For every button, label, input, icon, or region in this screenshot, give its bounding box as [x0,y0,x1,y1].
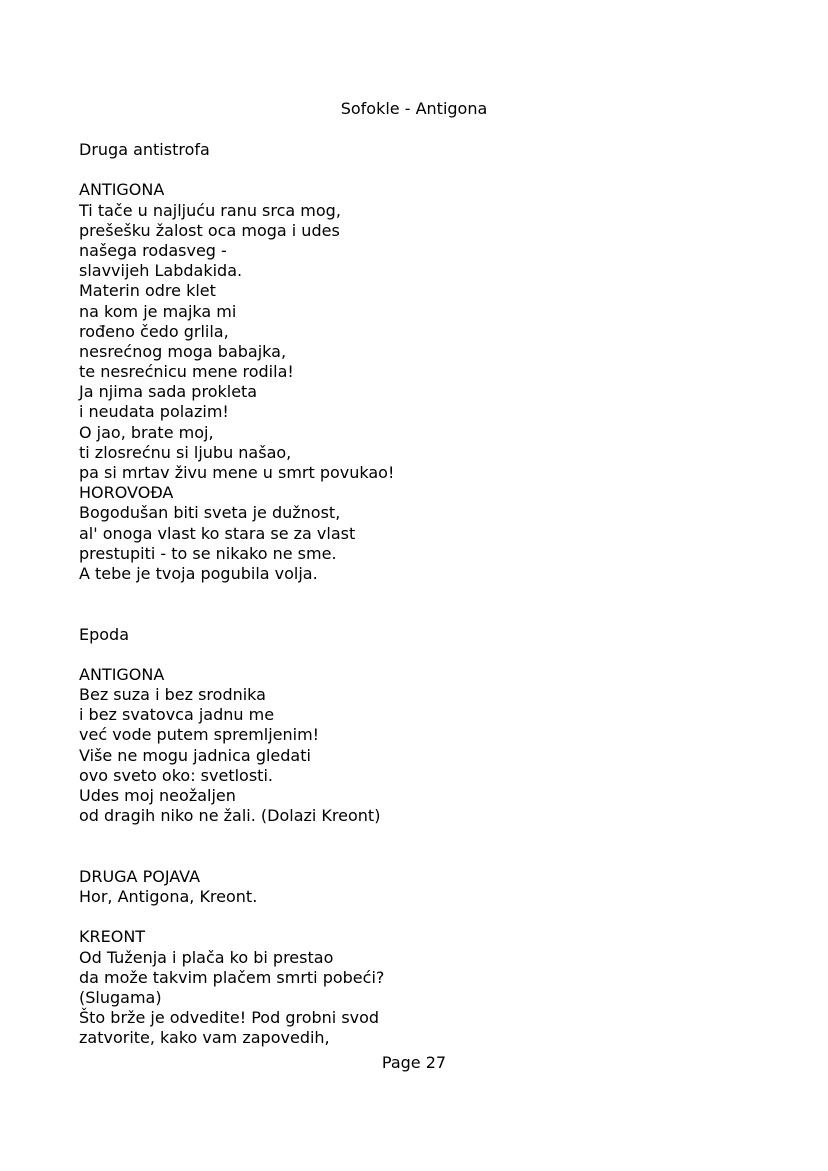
text-line: nesrećnog moga babajka, [79,341,287,361]
text-line: ovo sveto oko: svetlosti. [79,765,273,785]
text-line: Ja njima sada prokleta [79,382,258,402]
text-line: Što brže je odvedite! Pod grobni svod [79,1008,380,1028]
text-line: na kom je majka mi [79,301,237,321]
text-line: prešešku žalost oca moga i udes [79,220,340,240]
text-line: ti zlosrećnu si ljubu našao, [79,442,292,462]
text-line: slavvijeh Labdakida. [79,261,243,281]
text-line: Više ne mogu jadnica gledati [79,745,311,765]
text-line: A tebe je tvoja pogubila volja. [79,563,318,583]
text-line: već vode putem spremljenim! [79,725,320,745]
document-title: Sofokle - Antigona [340,99,488,118]
text-line: KREONT [79,927,146,947]
text-line: i bez svatovca jadnu me [79,705,275,725]
blank-line [79,160,759,180]
text-line: našega rodasveg - [79,240,227,260]
text-line: Ti tače u najljuću ranu srca mog, [79,200,341,220]
text-line: te nesrećnicu mene rodila! [79,362,294,382]
document-body [79,140,759,1048]
text-line: zatvorite, kako vam zapovedih, [79,1028,330,1048]
text-line: DRUGA POJAVA [79,866,201,886]
text-line: (Slugama) [79,987,162,1007]
page-footer [0,1053,828,1073]
blank-line [79,907,759,927]
text-line: Hor, Antigona, Kreont. [79,886,258,906]
text-line: HOROVOĐA [79,483,174,503]
text-line: O jao, brate moj, [79,422,214,442]
text-line: od dragih niko ne žali. (Dolazi Kreont) [79,806,381,826]
blank-line [79,826,759,846]
blank-line [79,645,759,665]
text-line: da može takvim plačem smrti pobeći? [79,967,385,987]
text-line: Udes moj neožaljen [79,786,236,805]
text-line: rođeno čedo grlila, [79,321,229,341]
blank-line [79,847,759,867]
text-line: Materin odre klet [79,281,216,301]
text-line: Od Tuženja i plača ko bi prestao [79,947,334,967]
text-line: Epoda [79,624,130,644]
text-line: Druga antistrofa [79,140,210,159]
text-line: pa si mrtav živu mene u smrt povukao! [79,463,395,482]
text-line: al' onoga vlast ko stara se za vlast [79,523,356,543]
text-line: prestupiti - to se nikako ne sme. [79,543,337,563]
text-line: i neudata polazim! [79,402,229,422]
text-line: Bez suza i bez srodnika [79,685,266,705]
page-number: Page 27 [381,1053,447,1072]
blank-line [79,604,759,624]
page-header [0,99,828,119]
blank-line [79,584,759,604]
text-line: ANTIGONA [79,180,165,200]
text-line: ANTIGONA [79,664,165,684]
text-line: Bogodušan biti sveta je dužnost, [79,503,341,523]
